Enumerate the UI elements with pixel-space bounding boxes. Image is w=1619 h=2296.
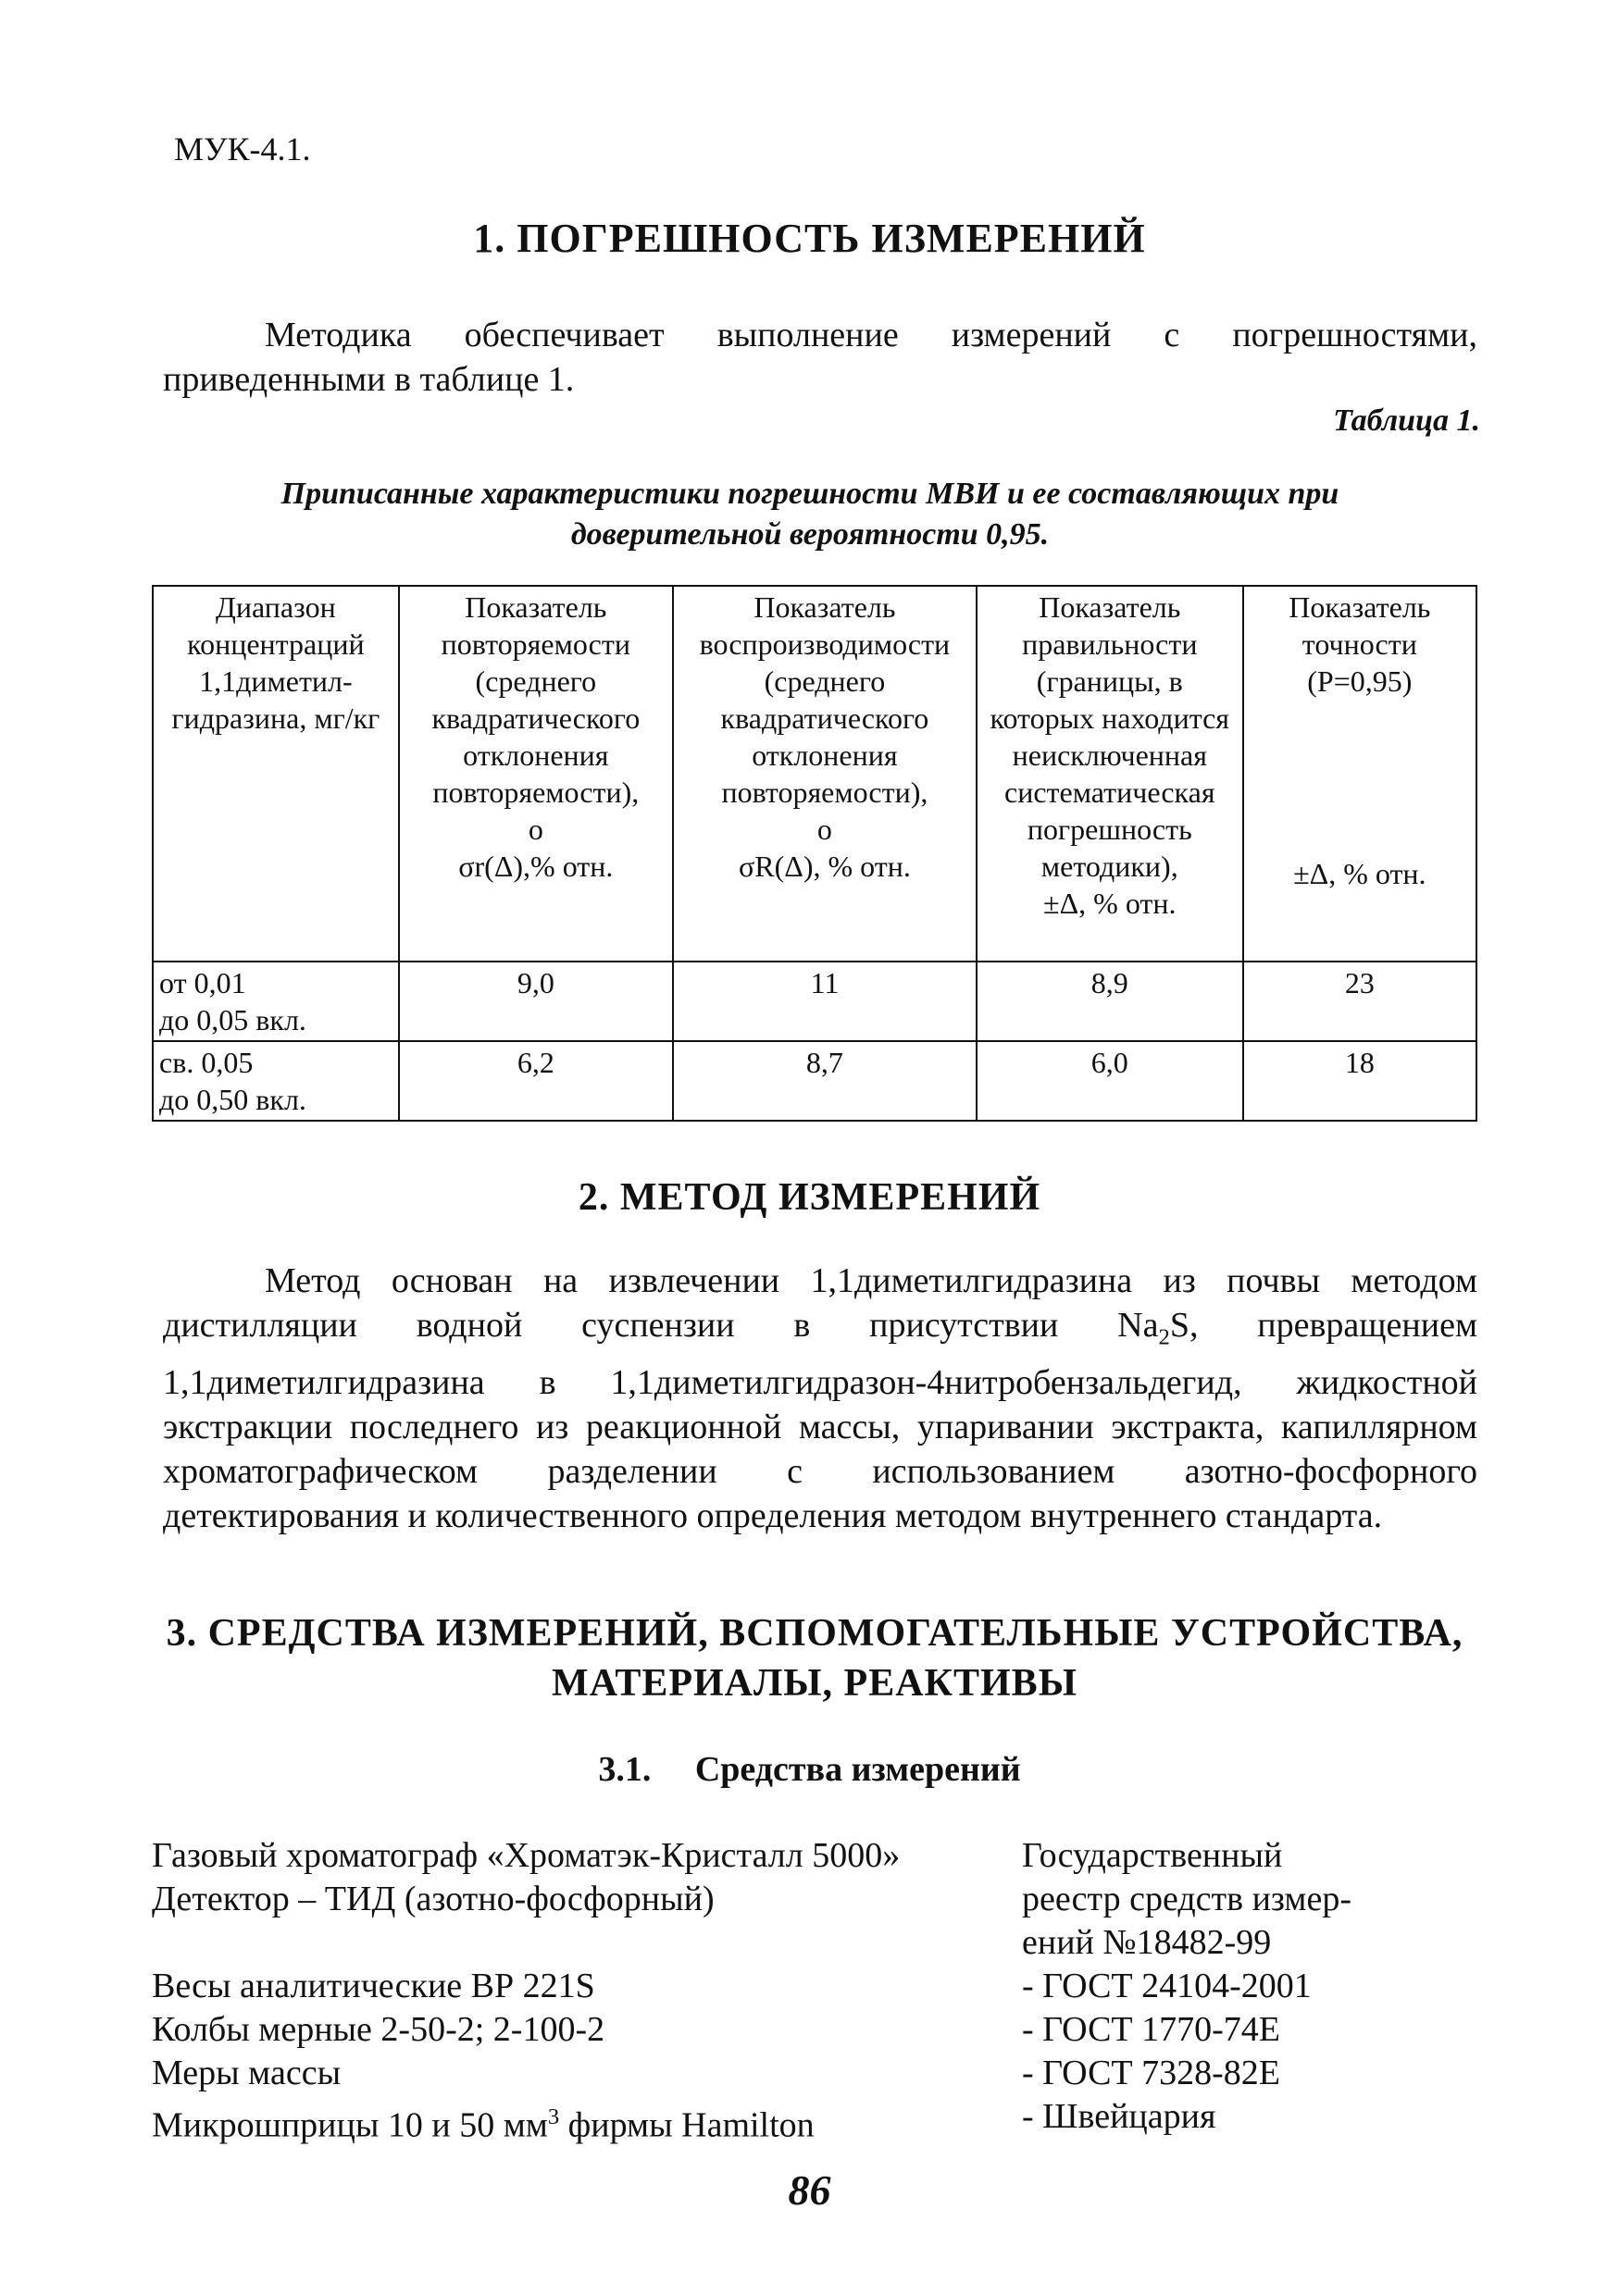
table-number: Таблица 1. [1333, 403, 1480, 438]
table-title: Приписанные характеристики погрешности МВИ и ее составляющих при доверительной вероятности 0,95. [280, 477, 1339, 552]
value-cell: 6,2 [399, 1041, 673, 1121]
value-cell: 18 [1243, 1041, 1476, 1121]
list-item: Весы аналитические ВР 221S - ГОСТ 24104-2001 [152, 1967, 1312, 2005]
header-reproducibility: Показатель воспроизводимости (среднего квадратического отклонения повторяемости), о σR(Δ), % отн. [673, 586, 977, 962]
document-code: МУК-4.1. [174, 130, 311, 168]
section-3-title: 3. СРЕДСТВА ИЗМЕРЕНИЙ, ВСПОМОГАТЕЛЬНЫЕ УСТРОЙСТВА, МАТЕРИАЛЫ, РЕАКТИВЫ [166, 1612, 1463, 1705]
header-repeatability: Показатель повторяемости (среднего квадратического отклонения повторяемости), о σr(Δ),% отн. [399, 586, 673, 962]
header-unit: ±Δ, % отн. [1293, 857, 1426, 890]
section-1-paragraph: Методика обеспечивает выполнение измерений с погрешностями, приведенными в таблице 1. [163, 316, 1477, 399]
value-cell: 8,7 [673, 1041, 977, 1121]
table-row [153, 962, 1476, 1041]
error-characteristics-table [152, 585, 1477, 1122]
header-unit: σR(Δ), % отн. [739, 850, 911, 883]
list-item: ений №18482-99 [1022, 1923, 1272, 1962]
header-range: Диапазон концентраций 1,1диметил-гидразина, мг/кг [153, 586, 399, 962]
section-1-title: 1. ПОГРЕШНОСТЬ ИЗМЕРЕНИЙ [473, 216, 1146, 261]
page-number: 86 [788, 2166, 831, 2214]
header-accuracy: Показатель точности (Р=0,95) ±Δ, % отн. [1243, 586, 1476, 962]
list-item: Колбы мерные 2-50-2; 2-100-2 - ГОСТ 1770-74Е [152, 2010, 1281, 2049]
section-2-paragraph: Метод основан на извлечении 1,1диметилгидразина из почвы методом дистилляции водной суспензии в присутствии $Na_2S$, превращением 1,1диметилгидразина в 1,1диметилгидразон-4нитробензальдегид, жидкостной экстракции последнего из реакционной массы, упаривании экстракта, капиллярном хроматографическом разделении с использованием азотно-фосфорного детектирования и количественного определения методом внутреннего стандарта. [163, 1261, 1478, 1535]
range-cell: св. 0,05 до 0,50 вкл. [153, 1041, 399, 1121]
subsection-3-1-title: 3.1. Средства измерений [598, 1750, 1021, 1789]
header-unit: ±Δ, % отн. [1043, 887, 1177, 920]
list-item: Детектор – ТИД (азотно-фосфорный) реестр средств измер- [152, 1880, 1351, 1918]
list-item: Газовый хроматограф «Хроматэк-Кристалл 5000» Государственный [152, 1836, 1283, 1875]
table-header-row [153, 586, 1476, 962]
header-trueness: Показатель правильности (границы, в которых находится неисключенная систематическая погрешность методики), ±Δ, % отн. [977, 586, 1243, 962]
header-mark: о [816, 813, 832, 846]
header-unit: σr(Δ),% отн. [458, 850, 614, 883]
value-cell: 8,9 [977, 962, 1243, 1041]
value-cell: 23 [1243, 962, 1476, 1041]
table-row [153, 1041, 1476, 1121]
range-cell: от 0,01 до 0,05 вкл. [153, 962, 399, 1041]
value-cell: 9,0 [399, 962, 673, 1041]
value-cell: 11 [673, 962, 977, 1041]
section-2-title: 2. МЕТОД ИЗМЕРЕНИЙ [578, 1176, 1041, 1219]
equipment-list [152, 1834, 1485, 2148]
list-item: Микрошприцы 10 и 50 $мм^3$ фирмы Hamilton - Швейцария [152, 2097, 1216, 2145]
header-mark: о [528, 813, 543, 846]
list-item: Меры массы - ГОСТ 7328-82Е [152, 2054, 1281, 2092]
value-cell: 6,0 [977, 1041, 1243, 1121]
